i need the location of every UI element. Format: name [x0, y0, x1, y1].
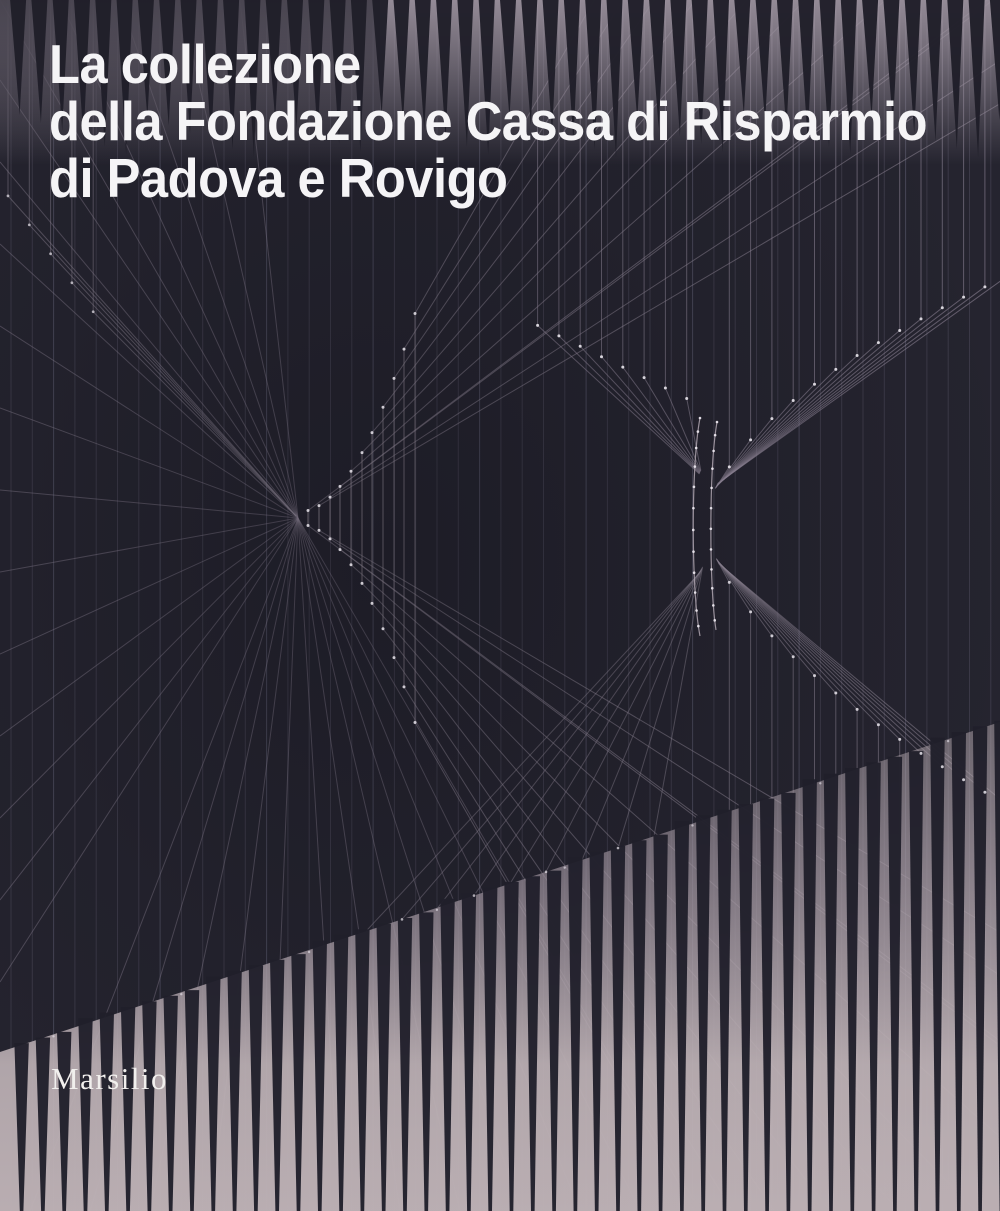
title-line-1: La collezione — [49, 33, 361, 95]
title-line-3: di Padova e Rovigo — [49, 147, 508, 209]
title-line-2: della Fondazione Cassa di Risparmio — [49, 90, 928, 152]
publisher-logo: Marsilio — [51, 1061, 169, 1096]
book-title — [49, 33, 928, 209]
